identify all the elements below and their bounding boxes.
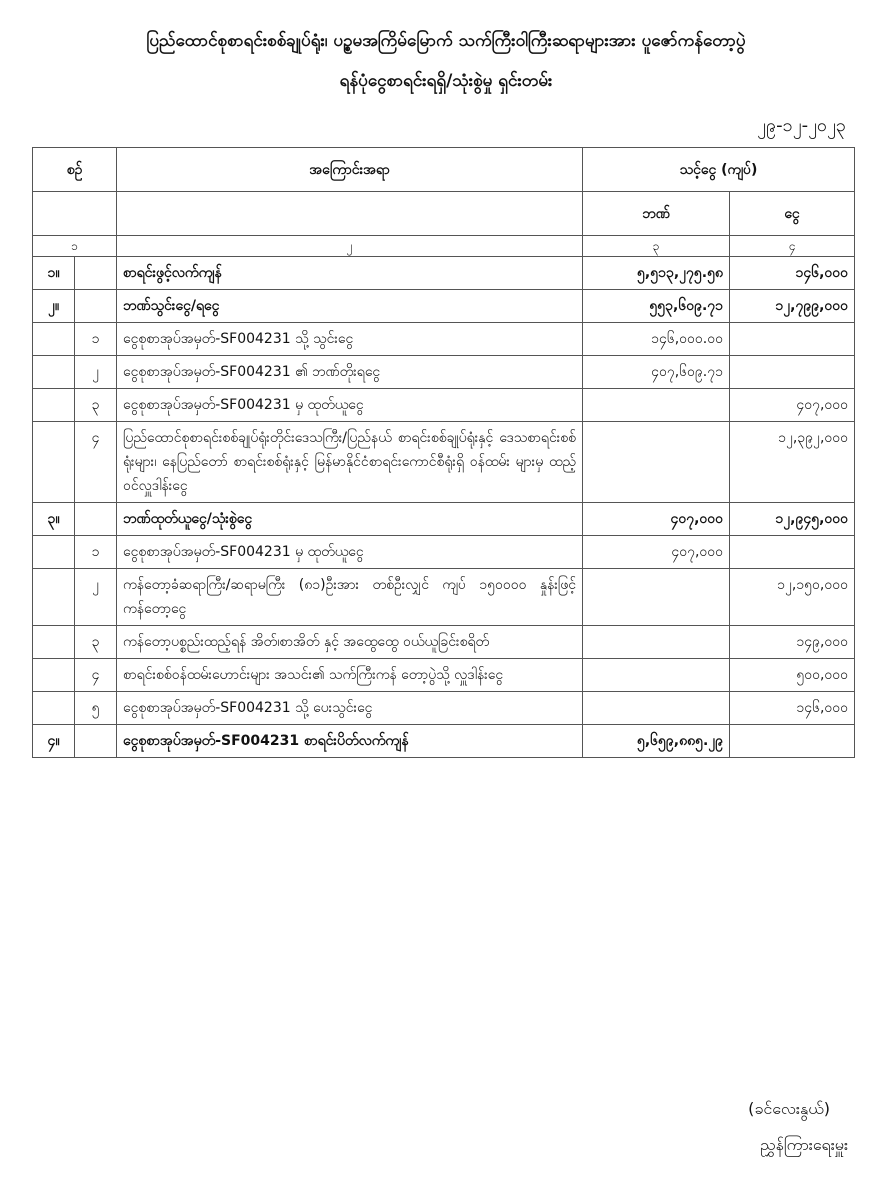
row-number: ၂။ — [33, 290, 75, 323]
row-description: ငွေစုစာအုပ်အမှတ်-SF004231 မှ ထုတ်ယူငွေ — [117, 536, 583, 569]
row-bank-amount — [583, 569, 730, 626]
row-cash-amount: ၁၄၆,၀၀၀ — [730, 257, 855, 290]
header-blank — [33, 192, 117, 236]
row-sub-number — [75, 725, 117, 758]
row-number — [33, 536, 75, 569]
row-bank-amount — [583, 659, 730, 692]
row-sub-number: ၂ — [75, 569, 117, 626]
row-bank-amount: ၄၀၇,၀၀၀ — [583, 503, 730, 536]
row-cash-amount — [730, 356, 855, 389]
row-description: ငွေစုစာအုပ်အမှတ်-SF004231 မှ ထုတ်ယူငွေ — [117, 389, 583, 422]
row-description: ငွေစုစာအုပ်အမှတ်-SF004231 ၏ ဘဏ်တိုးရငွေ — [117, 356, 583, 389]
row-number: ၄။ — [33, 725, 75, 758]
table-row — [33, 536, 855, 569]
header-amount: သင့်ငွေ (ကျပ်) — [583, 148, 855, 192]
column-number: ၃ — [583, 236, 730, 257]
row-sub-number: ၁ — [75, 536, 117, 569]
row-sub-number: ၃ — [75, 389, 117, 422]
row-cash-amount: ၁၂,၇၉၉,၀၀၀ — [730, 290, 855, 323]
row-description: ကန်တော့ခံဆရာကြီး/ဆရာမကြီး (၈၁)ဦးအား တစ်ဦးလျှင် ကျပ် ၁၅၀၀၀၀ နှုန်းဖြင့် ကန်တော့ငွေ — [117, 569, 583, 626]
row-description: ငွေစုစာအုပ်အမှတ်-SF004231 သို့ ပေးသွင်းငွေ — [117, 692, 583, 725]
signatory-name: (ခင်လေးနွယ်) — [748, 1099, 830, 1118]
table-row — [33, 626, 855, 659]
row-number: ၃။ — [33, 503, 75, 536]
row-description: ဘဏ်ထုတ်ယူငွေ/သုံးစွဲငွေ — [117, 503, 583, 536]
row-cash-amount: ၁၂,၁၅၀,၀၀၀ — [730, 569, 855, 626]
row-cash-amount — [730, 536, 855, 569]
row-sub-number: ၄ — [75, 659, 117, 692]
column-number: ၄ — [730, 236, 855, 257]
table-row — [33, 257, 855, 290]
document-title-line1: ပြည်ထောင်စုစာရင်းစစ်ချုပ်ရုံး၊ ပဉ္စမအကြိမ်မြောက် သက်ကြီးဝါကြီးဆရာများအား ပူဇော်ကန်တော့ပွဲ — [146, 31, 746, 51]
statement-table — [32, 147, 855, 758]
table-row — [33, 323, 855, 356]
row-bank-amount: ၁၄၆,၀၀၀.၀၀ — [583, 323, 730, 356]
row-bank-amount: ၅၅၃,၆၀၉.၇၁ — [583, 290, 730, 323]
row-sub-number — [75, 290, 117, 323]
row-number — [33, 323, 75, 356]
row-bank-amount: ၄၀၇,၆၀၉.၇၁ — [583, 356, 730, 389]
row-number — [33, 356, 75, 389]
row-sub-number: ၃ — [75, 626, 117, 659]
table-row — [33, 569, 855, 626]
row-sub-number — [75, 257, 117, 290]
row-description: စာရင်းစစ်ဝန်ထမ်းဟောင်းများ အသင်း၏ သက်ကြီးကန် တော့ပွဲသို့ လှူဒါန်းငွေ — [117, 659, 583, 692]
table-row — [33, 659, 855, 692]
table-row — [33, 725, 855, 758]
row-cash-amount: ၁၄၉,၀၀၀ — [730, 626, 855, 659]
column-number: ၁ — [33, 236, 117, 257]
row-description: ငွေစုစာအုပ်အမှတ်-SF004231 သို့ သွင်းငွေ — [117, 323, 583, 356]
row-sub-number: ၁ — [75, 323, 117, 356]
row-cash-amount: ၄၀၇,၀၀၀ — [730, 389, 855, 422]
column-number: ၂ — [117, 236, 583, 257]
row-sub-number: ၄ — [75, 422, 117, 503]
row-cash-amount: ၅၀၀,၀၀၀ — [730, 659, 855, 692]
table-row — [33, 692, 855, 725]
header-cash: ငွေ — [730, 192, 855, 236]
row-number — [33, 659, 75, 692]
row-bank-amount: ၅,၅၁၃,၂၇၅.၅၈ — [583, 257, 730, 290]
row-number — [33, 569, 75, 626]
row-sub-number: ၅ — [75, 692, 117, 725]
row-bank-amount: ၅,၆၅၉,၈၈၅.၂၉ — [583, 725, 730, 758]
document-title-line2: ရန်ပုံငွေစာရင်းရရှိ/သုံးစွဲမှု ရှင်းတမ်း — [339, 71, 553, 91]
table-row — [33, 389, 855, 422]
row-cash-amount: ၁၄၆,၀၀၀ — [730, 692, 855, 725]
header-bank: ဘဏ် — [583, 192, 730, 236]
row-bank-amount — [583, 692, 730, 725]
table-row — [33, 356, 855, 389]
table-row — [33, 503, 855, 536]
row-description: ကန်တော့ပစ္စည်းထည့်ရန် အိတ်၊စာအိတ် နှင့် အထွေထွေ ဝယ်ယူခြင်းစရိတ် — [117, 626, 583, 659]
row-bank-amount — [583, 626, 730, 659]
signatory-title: ညွှန်ကြားရေးမှူး — [760, 1135, 848, 1154]
row-cash-amount — [730, 323, 855, 356]
table-row — [33, 290, 855, 323]
row-description: စာရင်းဖွင့်လက်ကျန် — [117, 257, 583, 290]
row-cash-amount: ၁၂,၃၉၂,၀၀၀ — [730, 422, 855, 503]
row-number — [33, 422, 75, 503]
header-no: စဉ် — [33, 148, 117, 192]
row-cash-amount: ၁၂,၉၄၅,၀၀၀ — [730, 503, 855, 536]
row-number — [33, 692, 75, 725]
table-row — [33, 422, 855, 503]
row-sub-number: ၂ — [75, 356, 117, 389]
row-number — [33, 626, 75, 659]
header-blank — [117, 192, 583, 236]
row-description: ပြည်ထောင်စုစာရင်းစစ်ချုပ်ရုံးတိုင်းဒေသကြီး/ပြည်နယ် စာရင်းစစ်ချုပ်ရုံးနှင့် ဒေသစာရင်းစစ်ရုံးများ၊ နေပြည်တော် စာရင်းစစ်ရုံးနှင့် မြန်မာနိုင်ငံစာရင်းကောင်စီရုံးရှိ ဝန်ထမ်း များမှ ထည့်ဝင်လှူဒါန်းငွေ — [117, 422, 583, 503]
row-number: ၁။ — [33, 257, 75, 290]
row-bank-amount: ၄၀၇,၀၀၀ — [583, 536, 730, 569]
row-number — [33, 389, 75, 422]
header-description: အကြောင်းအရာ — [117, 148, 583, 192]
row-description: ဘဏ်သွင်းငွေ/ရငွေ — [117, 290, 583, 323]
row-description: ငွေစုစာအုပ်အမှတ်-SF004231 စာရင်းပိတ်လက်ကျန် — [117, 725, 583, 758]
row-sub-number — [75, 503, 117, 536]
row-bank-amount — [583, 389, 730, 422]
document-date: ၂၉-၁၂-၂၀၂၃ — [757, 115, 846, 136]
row-bank-amount — [583, 422, 730, 503]
row-cash-amount — [730, 725, 855, 758]
